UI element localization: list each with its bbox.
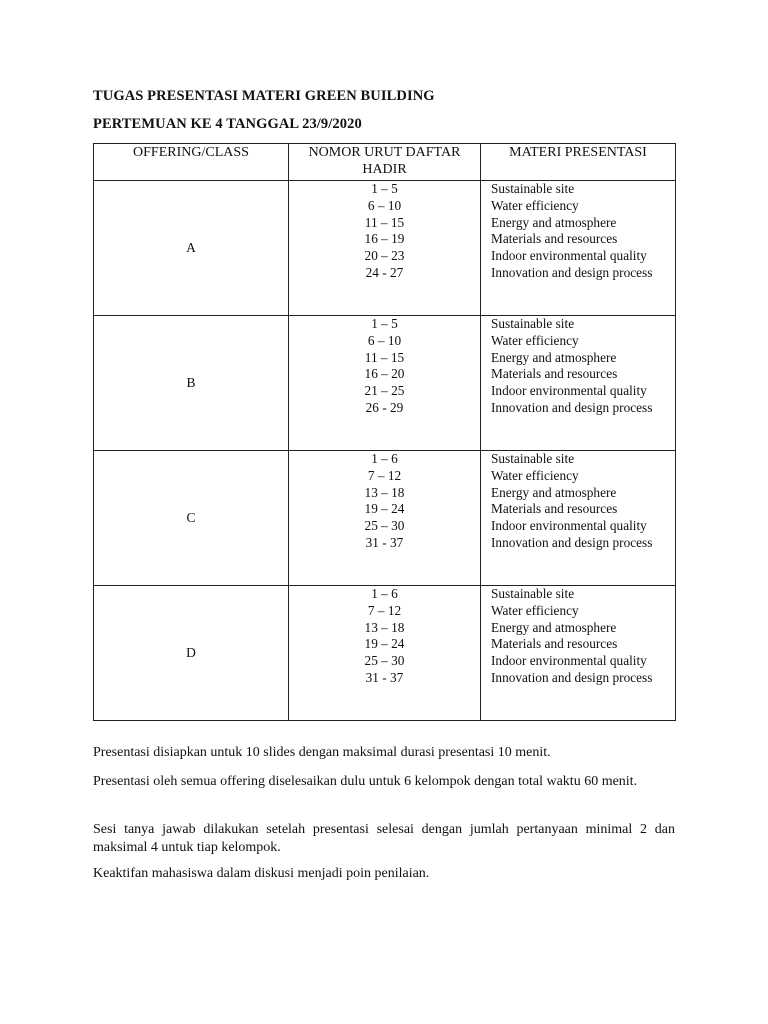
presentation-topic: Indoor environmental quality xyxy=(491,248,647,264)
attendance-range: 26 - 29 xyxy=(365,399,404,415)
attendance-range: 24 - 27 xyxy=(365,264,404,280)
presentation-topic: Energy and atmosphere xyxy=(491,349,617,365)
presentation-topic: Water efficiency xyxy=(491,197,579,213)
presentation-topic: Sustainable site xyxy=(491,451,575,466)
offering-class-cell: A xyxy=(94,181,289,316)
attendance-range: 31 - 37 xyxy=(365,669,404,685)
attendance-range: 25 – 30 xyxy=(364,653,405,669)
attendance-range: 6 – 10 xyxy=(367,197,402,213)
presentation-topic: Innovation and design process xyxy=(491,669,653,685)
header-presentation-material: MATERI PRESENTASI xyxy=(481,144,676,181)
presentation-topic: Materials and resources xyxy=(491,366,618,382)
table-row xyxy=(94,586,676,721)
table-header-row xyxy=(94,144,676,181)
attendance-range: 19 – 24 xyxy=(364,636,405,652)
presentation-topic: Water efficiency xyxy=(491,602,579,618)
attendance-range: 20 – 23 xyxy=(364,248,405,264)
attendance-range: 7 – 12 xyxy=(367,467,402,483)
presentation-topic: Indoor environmental quality xyxy=(491,383,647,399)
presentation-topic: Innovation and design process xyxy=(491,399,653,415)
table-row xyxy=(94,181,676,316)
attendance-range: 1 – 6 xyxy=(371,586,398,601)
presentation-topics-cell xyxy=(481,451,676,586)
header-offering-class: OFFERING/CLASS xyxy=(94,144,289,181)
document-title: TUGAS PRESENTASI MATERI GREEN BUILDING xyxy=(93,88,435,104)
note-paragraph: Sesi tanya jawab dilakukan setelah presentasi selesai dengan jumlah pertanyaan minimal 2 dan maksimal 4 untuk tiap kelompok. xyxy=(93,822,675,855)
attendance-range: 19 – 24 xyxy=(364,501,405,517)
presentation-topic: Sustainable site xyxy=(491,316,575,331)
presentation-topic: Innovation and design process xyxy=(491,534,653,550)
attendance-range: 16 – 20 xyxy=(364,366,405,382)
presentation-topic: Water efficiency xyxy=(491,332,579,348)
attendance-range: 1 – 6 xyxy=(371,451,398,466)
presentation-topics-cell xyxy=(481,181,676,316)
attendance-range-cell xyxy=(289,181,481,316)
attendance-range: 16 – 19 xyxy=(364,231,405,247)
presentation-topic: Energy and atmosphere xyxy=(491,484,617,500)
note-paragraph: Presentasi disiapkan untuk 10 slides dengan maksimal durasi presentasi 10 menit. xyxy=(93,745,551,760)
document-subtitle: PERTEMUAN KE 4 TANGGAL 23/9/2020 xyxy=(93,116,362,132)
attendance-range: 21 – 25 xyxy=(364,383,405,399)
presentation-topic: Materials and resources xyxy=(491,501,618,517)
attendance-range: 6 – 10 xyxy=(367,332,402,348)
presentation-topic: Energy and atmosphere xyxy=(491,214,617,230)
presentation-topic: Indoor environmental quality xyxy=(491,653,647,669)
presentation-topic: Energy and atmosphere xyxy=(491,619,617,635)
offering-class-cell: D xyxy=(94,586,289,721)
attendance-range: 1 – 5 xyxy=(371,181,398,196)
note-paragraph: Presentasi oleh semua offering diselesaikan dulu untuk 6 kelompok dengan total waktu 60 menit. xyxy=(93,774,638,789)
attendance-range: 13 – 18 xyxy=(364,619,405,635)
presentation-topic: Materials and resources xyxy=(491,636,618,652)
table-body xyxy=(94,181,676,721)
attendance-range: 11 – 15 xyxy=(364,349,405,365)
presentation-topics-cell xyxy=(481,586,676,721)
attendance-range: 25 – 30 xyxy=(364,518,405,534)
table-row xyxy=(94,451,676,586)
attendance-range: 11 – 15 xyxy=(364,214,405,230)
header-attendance-number: NOMOR URUT DAFTAR HADIR xyxy=(289,144,481,181)
presentation-topics-cell xyxy=(481,316,676,451)
attendance-range-cell xyxy=(289,316,481,451)
presentation-topic: Innovation and design process xyxy=(491,264,653,280)
presentation-topic: Indoor environmental quality xyxy=(491,518,647,534)
attendance-range: 13 – 18 xyxy=(364,484,405,500)
presentation-topic: Sustainable site xyxy=(491,586,575,601)
attendance-range: 1 – 5 xyxy=(371,316,398,331)
presentation-topic: Water efficiency xyxy=(491,467,579,483)
presentation-schedule-table xyxy=(93,143,676,721)
attendance-range-cell xyxy=(289,586,481,721)
offering-class-cell: C xyxy=(94,451,289,586)
attendance-range-cell xyxy=(289,451,481,586)
presentation-topic: Materials and resources xyxy=(491,231,618,247)
attendance-range: 31 - 37 xyxy=(365,534,404,550)
note-paragraph: Keaktifan mahasiswa dalam diskusi menjadi poin penilaian. xyxy=(93,866,430,881)
table-row xyxy=(94,316,676,451)
attendance-range: 7 – 12 xyxy=(367,602,402,618)
presentation-topic: Sustainable site xyxy=(491,181,575,196)
offering-class-cell: B xyxy=(94,316,289,451)
